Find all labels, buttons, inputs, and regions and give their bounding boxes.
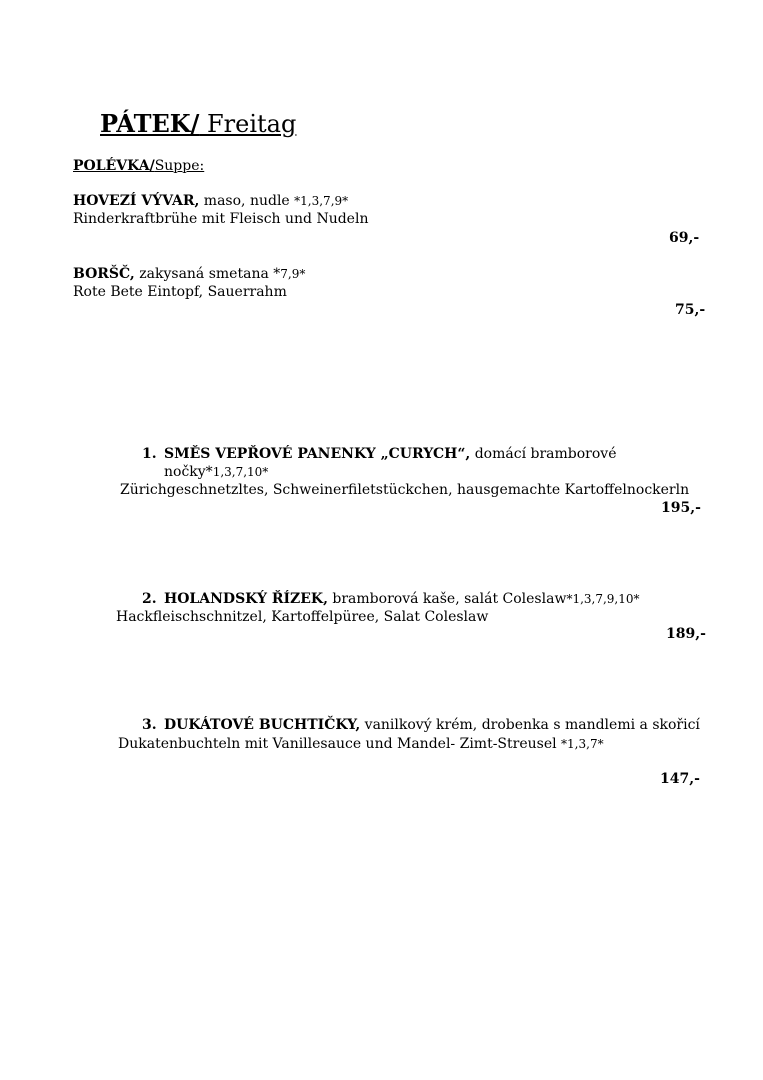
soup-2-german: Rote Bete Eintopf, Sauerrahm (73, 284, 287, 300)
soup-2-desc: zakysaná smetana * (134, 266, 281, 282)
soup-1-german: Rinderkraftbrühe mit Fleisch und Nudeln (73, 211, 369, 227)
main-1-number: 1. (142, 446, 157, 462)
main-2-line (142, 591, 640, 608)
main-3-price: 147,- (660, 771, 700, 787)
soup-2-price: 75,- (675, 302, 706, 318)
soup-1-allergens: *1,3,7,9* (294, 194, 349, 208)
main-2-allergens: *1,3,7,9,10* (566, 592, 640, 606)
day-cz: PÁTEK/ (100, 109, 200, 138)
soup-2-line (73, 266, 305, 283)
main-2-german: Hackfleischschnitzel, Kartoffelpüree, Salat Coleslaw (116, 609, 489, 625)
main-2-number: 2. (142, 591, 157, 607)
section-heading-soup (73, 158, 204, 175)
main-3-allergens: *1,3,7* (561, 737, 604, 751)
main-1-desc2: nočky* (164, 464, 213, 480)
soup-2-name: BORŠČ, (73, 266, 135, 282)
main-1-line2 (164, 464, 268, 481)
main-1-line (142, 446, 616, 463)
main-3-desc: vanilkový krém, drobenka s mandlemi a skořicí (360, 717, 700, 733)
main-2-price: 189,- (666, 626, 706, 642)
main-1-price: 195,- (661, 500, 701, 516)
page-title (100, 110, 296, 139)
soup-1-line (73, 193, 348, 210)
main-3-line (142, 717, 700, 734)
main-2-name: HOLANDSKÝ ŘÍZEK, (164, 591, 328, 607)
main-1-allergens: 1,3,7,10* (212, 465, 269, 479)
soup-2-allergens: 7,9* (280, 267, 306, 281)
main-3-name: DUKÁTOVÉ BUCHTIČKY, (164, 717, 361, 733)
main-1-desc: domácí bramborové (470, 446, 617, 462)
main-3-german: Dukatenbuchteln mit Vanillesauce und Mandel- Zimt-Streusel (118, 736, 562, 752)
main-3-number: 3. (142, 717, 157, 733)
soup-1-name: HOVEZÍ VÝVAR, (73, 193, 200, 209)
soup-1-desc: maso, nudle (199, 193, 295, 209)
main-1-german: Zürichgeschnetzltes, Schweinerfiletstückchen, hausgemachte Kartoffelnockerln (120, 482, 690, 498)
section-de: Suppe: (154, 158, 205, 174)
day-de: Freitag (199, 110, 297, 138)
main-1-name: SMĚS VEPŘOVÉ PANENKY „CURYCH“, (164, 446, 471, 462)
main-3-german-line (118, 736, 604, 753)
main-2-desc: bramborová kaše, salát Coleslaw (327, 591, 567, 607)
section-cz: POLÉVKA/ (73, 158, 155, 174)
soup-1-price: 69,- (669, 230, 700, 246)
